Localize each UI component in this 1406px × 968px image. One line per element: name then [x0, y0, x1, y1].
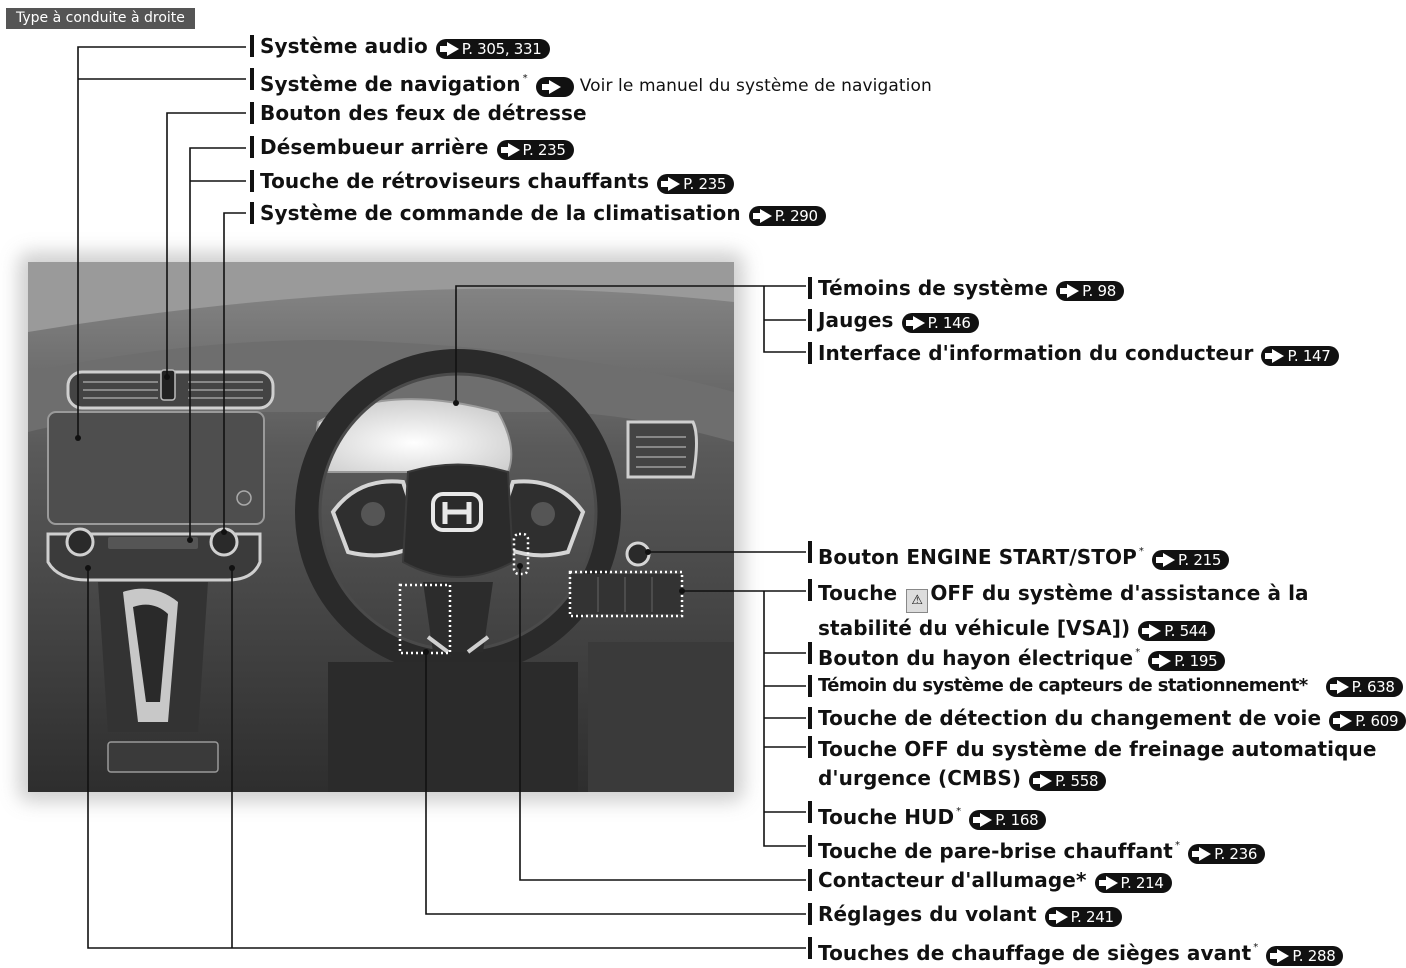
- page-ref-mirrors[interactable]: P. 235: [657, 174, 734, 194]
- label-text: Touche de pare-brise chauffant: [818, 839, 1173, 863]
- label-rear-defogger: [250, 135, 574, 160]
- label-text: Touche: [818, 581, 898, 605]
- label-heated-mirrors: [250, 169, 734, 194]
- label-front-seat-heaters: Touches de chauffage de sièges avant * P. 288: [808, 936, 1343, 966]
- label-hud-button: Touche HUD * P. 168: [808, 800, 1046, 830]
- label-text: Bouton des feux de détresse: [260, 101, 587, 125]
- page-ref-engine-start[interactable]: P. 215: [1152, 550, 1229, 570]
- label-navigation-system: Système de navigation * Voir le manuel du système de navigation: [250, 67, 932, 98]
- label-text: Touche de rétroviseurs chauffants: [260, 169, 650, 193]
- vsa-icon: ⚠: [906, 589, 928, 613]
- label-text: Jauges: [818, 308, 894, 332]
- page-ref-lane-watch[interactable]: P. 609: [1329, 711, 1406, 731]
- label-text: Touche OFF du système de freinage automatique: [818, 737, 1377, 761]
- label-text: Bouton ENGINE START/STOP: [818, 545, 1137, 569]
- label-climate-control: [250, 201, 826, 226]
- label-power-tailgate: Bouton du hayon électrique * P. 195: [808, 641, 1225, 671]
- label-gauges: [808, 308, 979, 333]
- label-system-indicators: [808, 276, 1124, 301]
- label-text: Touches de chauffage de sièges avant: [818, 941, 1252, 965]
- label-ignition-switch: [808, 868, 1172, 893]
- label-text: Témoin du système de capteurs de stationnement*: [818, 675, 1308, 696]
- label-parking-sensor-indicator: [808, 674, 1403, 698]
- label-steering-adjustment: [808, 902, 1122, 927]
- label-text: Touche HUD: [818, 805, 955, 829]
- label-hazard-button: [250, 101, 587, 125]
- label-text: Système de commande de la climatisation: [260, 201, 741, 225]
- page-ref-cmbs[interactable]: P. 558: [1029, 771, 1106, 791]
- label-driver-information-interface: [808, 341, 1339, 366]
- page-ref-vsa[interactable]: P. 544: [1138, 621, 1215, 641]
- label-text: Système de navigation: [260, 72, 521, 96]
- label-text: Système audio: [260, 34, 428, 58]
- page-ref-dii[interactable]: P. 147: [1261, 346, 1338, 366]
- page-ref-indicators[interactable]: P. 98: [1056, 281, 1124, 301]
- page-ref-ignition[interactable]: P. 214: [1095, 873, 1172, 893]
- label-text-line2: stabilité du véhicule [VSA]): [818, 616, 1131, 640]
- nav-manual-note: Voir le manuel du système de navigation: [579, 76, 932, 96]
- nav-arrow-icon: [536, 77, 574, 97]
- page-ref-tailgate[interactable]: P. 195: [1148, 651, 1225, 671]
- label-text: Désembueur arrière: [260, 135, 489, 159]
- driving-side-badge: Type à conduite à droite: [6, 8, 195, 29]
- label-text-line2: d'urgence (CMBS): [818, 766, 1022, 790]
- page-ref-hud[interactable]: P. 168: [969, 810, 1046, 830]
- label-text: Touche de détection du changement de voie: [818, 706, 1322, 730]
- page-ref-gauges[interactable]: P. 146: [902, 313, 979, 333]
- label-text: Réglages du volant: [818, 902, 1037, 926]
- label-cmbs-off: [808, 735, 1377, 793]
- label-text-cont: OFF du système d'assistance à la: [930, 581, 1309, 605]
- page-ref-steering[interactable]: P. 241: [1045, 907, 1122, 927]
- label-heated-windshield: Touche de pare-brise chauffant * P. 236: [808, 834, 1265, 864]
- page-ref-windshield[interactable]: P. 236: [1188, 844, 1265, 864]
- label-vsa-off: [808, 578, 1309, 643]
- page-ref-audio[interactable]: P. 305, 331: [436, 39, 550, 59]
- label-engine-start-stop: Bouton ENGINE START/STOP * P. 215: [808, 540, 1229, 570]
- label-text: Bouton du hayon électrique: [818, 646, 1134, 670]
- page-ref-defogger[interactable]: P. 235: [497, 140, 574, 160]
- label-lane-watch: [808, 706, 1406, 731]
- page-ref-climate[interactable]: P. 290: [749, 206, 826, 226]
- page-ref-seat-heaters[interactable]: P. 288: [1266, 946, 1343, 966]
- label-audio-system: [250, 34, 550, 59]
- label-text: Interface d'information du conducteur: [818, 341, 1254, 365]
- page-ref-parking-sensor[interactable]: P. 638: [1326, 677, 1403, 697]
- label-text: Témoins de système: [818, 276, 1049, 300]
- label-text: Contacteur d'allumage*: [818, 868, 1087, 892]
